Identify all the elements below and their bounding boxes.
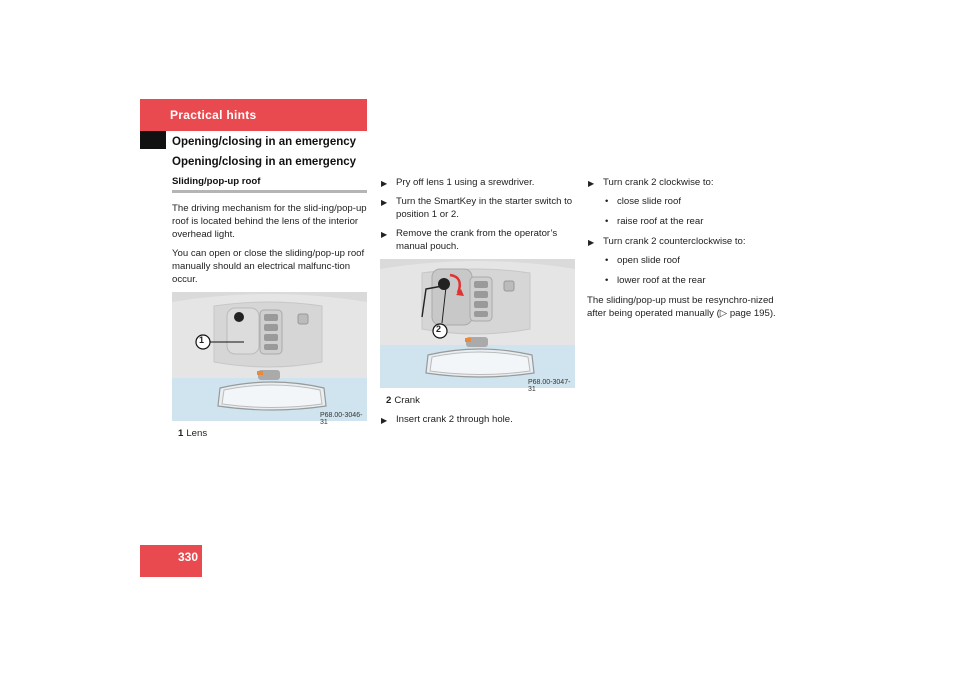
figure-lens	[172, 292, 367, 426]
section-tab-marker	[140, 131, 166, 149]
step-text: Insert crank 2 through hole.	[396, 414, 513, 425]
bullet-dot-icon: •	[605, 216, 609, 227]
step-turn-clockwise	[587, 176, 782, 189]
figure-code: P68.00-3046-31	[320, 412, 363, 426]
list-item-text: open slide roof	[617, 255, 680, 266]
caption-number: 2	[386, 395, 392, 406]
bullet-dot-icon: •	[605, 196, 609, 207]
list-item	[587, 274, 782, 287]
list-item-text: close slide roof	[617, 196, 681, 207]
bullet-dot-icon: •	[605, 275, 609, 286]
paragraph-resync: The sliding/pop-up must be resynchro-nized after being operated manually (▷ page 195).	[587, 295, 776, 319]
page-number: 330	[177, 550, 198, 564]
arrow-icon: ▶	[588, 179, 595, 188]
list-item-text: raise roof at the rear	[617, 216, 704, 227]
caption-text: Lens	[186, 428, 208, 439]
arrow-icon: ▶	[588, 238, 595, 247]
paragraph-manual: You can open or close the sliding/pop-up roof manually should an electrical malfunc-tion occur.	[172, 248, 365, 285]
step-turn-counterclockwise	[587, 235, 782, 248]
caption-crank	[386, 394, 575, 407]
arrow-icon: ▶	[381, 179, 388, 188]
page-subtitle: Opening/closing in an emergency	[172, 156, 357, 168]
caption-text: Crank	[394, 395, 420, 406]
arrow-icon: ▶	[381, 198, 388, 207]
figure-code: P68.00-3047-31	[528, 379, 571, 393]
page-title: Opening/closing in an emergency	[172, 136, 357, 148]
step-text: Turn crank 2 clockwise to:	[603, 177, 714, 188]
callout-lens: 1	[199, 335, 205, 345]
section-title: Practical hints	[170, 108, 257, 122]
caption-lens	[178, 427, 367, 440]
list-item-text: lower roof at the rear	[617, 275, 706, 286]
list-item	[587, 215, 782, 228]
step-text: Pry off lens 1 using a srewdriver.	[396, 177, 535, 188]
arrow-icon: ▶	[381, 416, 388, 425]
figure-crank-illustration	[380, 259, 575, 388]
step-turn-key	[380, 195, 575, 221]
bullet-dot-icon: •	[605, 255, 609, 266]
figure-crank	[380, 259, 575, 393]
callout-crank: 2	[436, 324, 442, 334]
step-text: Turn the SmartKey in the starter switch to position 1 or 2.	[396, 196, 573, 220]
step-text: Turn crank 2 counterclockwise to:	[603, 236, 746, 247]
subhead-rule	[172, 190, 367, 193]
list-item	[587, 254, 782, 267]
column-2	[380, 176, 575, 432]
column-3	[587, 176, 782, 326]
caption-number: 1	[178, 428, 184, 439]
subhead-sliding-roof: Sliding/pop-up roof	[172, 176, 261, 187]
arrow-icon: ▶	[381, 230, 388, 239]
paragraph-mechanism: The driving mechanism for the slid-ing/pop-up roof is located behind the lens of the interior overhead light.	[172, 203, 367, 240]
figure-lens-illustration	[172, 292, 367, 421]
step-remove-crank	[380, 227, 575, 253]
section-header-bar	[140, 99, 367, 131]
step-pry-lens	[380, 176, 575, 189]
column-1	[172, 176, 367, 446]
page-number-box	[140, 545, 202, 577]
step-insert-crank	[380, 413, 575, 426]
step-text: Remove the crank from the operator’s manual pouch.	[396, 228, 558, 252]
list-item	[587, 195, 782, 208]
